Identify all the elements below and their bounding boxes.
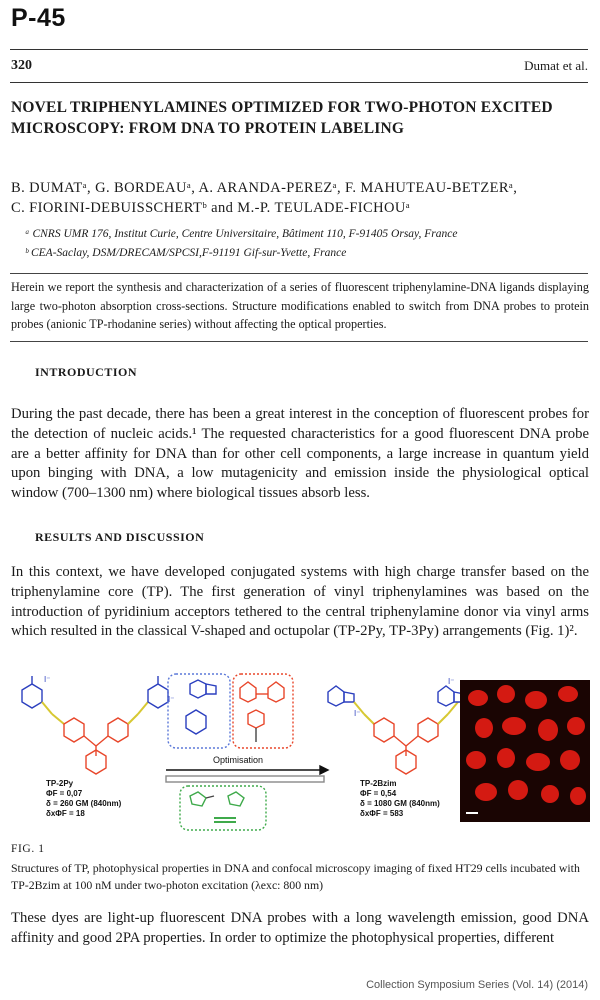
running-head: Dumat et al. bbox=[524, 58, 588, 73]
svg-text:ΦF = 0,07: ΦF = 0,07 bbox=[46, 789, 83, 798]
compound-name: TP-2Bzim bbox=[360, 779, 397, 788]
svg-text:δ = 260 GM (840nm): δ = 260 GM (840nm) bbox=[46, 799, 122, 808]
author-line: C. FIORINI-DEBUISSCHERTᵇ and M.-P. TEULADE-FICHOUᵃ bbox=[11, 200, 411, 216]
divider bbox=[10, 341, 588, 342]
divider bbox=[10, 273, 588, 274]
svg-text:I⁻: I⁻ bbox=[354, 709, 361, 718]
poster-id: P-45 bbox=[11, 4, 66, 32]
body-paragraph: These dyes are light-up fluorescent DNA probes with a long wavelength emission, good DNA affinity and good 2PA properties. In order to optimize the photophysical properties, different bbox=[11, 910, 589, 946]
section-heading: INTRODUCTION bbox=[35, 365, 138, 379]
page-number: 320 bbox=[11, 58, 32, 73]
compound-name: TP-2Py bbox=[46, 779, 74, 788]
svg-text:ΦF = 0,54: ΦF = 0,54 bbox=[360, 789, 397, 798]
affiliation: ᵇ CEA-Saclay, DSM/DRECAM/SPCSI,F-91191 Gif-sur-Yvette, France bbox=[25, 247, 347, 259]
body-paragraph: During the past decade, there has been a great interest in the conception of fluorescent probes for the detection of nucleic acids.¹ The requested characteristics for a good fluorescent DNA probe are a better affinity for DNA than for other cell components, a large increase in quantum yield upon binging with DNA, a low mutagenicity and emission inside the physiological optical window (700–1300 nm) where biological tissues absorb less. bbox=[11, 406, 589, 502]
figure-1 bbox=[8, 672, 593, 842]
arrow-label: Optimisation bbox=[213, 755, 264, 765]
figure-label: FIG. 1 bbox=[11, 843, 45, 855]
linker-options bbox=[180, 786, 266, 830]
tp-2py-structure bbox=[22, 676, 168, 774]
acceptor-options bbox=[168, 674, 293, 748]
svg-text:I⁻: I⁻ bbox=[448, 677, 455, 686]
affiliation: ᵃ CNRS UMR 176, Institut Curie, Centre Universitaire, Bâtiment 110, F-91405 Orsay, France bbox=[25, 228, 458, 240]
svg-text:δxΦF = 18: δxΦF = 18 bbox=[46, 809, 85, 818]
body-paragraph: In this context, we have developed conjugated systems with high charge transfer based on the triphenylamine core (TP). The first generation of vinyl triphenylamines was based on the introduction of pyridinium acceptors tethered to the central triphenylamine donor via vinyl arms which resulted in the classical V-shaped and octupolar (TP-2Py, TP-3Py) arrangements (Fig. 1)². bbox=[11, 564, 589, 640]
paper-title: NOVEL TRIPHENYLAMINES OPTIMIZED FOR TWO-PHOTON EXCITED MICROSCOPY: FROM DNA TO PROTEIN LABELING bbox=[11, 99, 553, 137]
svg-text:I⁻: I⁻ bbox=[44, 675, 51, 684]
divider bbox=[10, 49, 588, 50]
footer-text: Collection Symposium Series (Vol. 14) (2014) bbox=[366, 979, 588, 991]
svg-text:I⁻: I⁻ bbox=[168, 695, 175, 704]
divider bbox=[10, 82, 588, 83]
tp-2bzim-structure bbox=[328, 686, 464, 774]
abstract: Herein we report the synthesis and characterization of a series of fluorescent triphenylamine-DNA ligands displaying large two-photon absorption cross-sections. Structure modifications enabled to switch from DNA probes to protein probes (anionic TP-rhodanine series) without affecting the optical properties. bbox=[11, 280, 589, 331]
svg-text:δ = 1080 GM (840nm): δ = 1080 GM (840nm) bbox=[360, 799, 440, 808]
author-line: B. DUMATᵃ, G. BORDEAUᵃ, A. ARANDA-PEREZᵃ, F. MAHUTEAU-BETZERᵃ, bbox=[11, 180, 518, 196]
svg-text:δxΦF = 583: δxΦF = 583 bbox=[360, 809, 404, 818]
figure-caption: Structures of TP, photophysical properties in DNA and confocal microscopy imaging of fixed HT29 cells incubated with TP-2Bzim at 100 nM under two-photon excitation (λexc: 800 nm) bbox=[11, 861, 580, 892]
section-heading: RESULTS AND DISCUSSION bbox=[35, 530, 205, 544]
